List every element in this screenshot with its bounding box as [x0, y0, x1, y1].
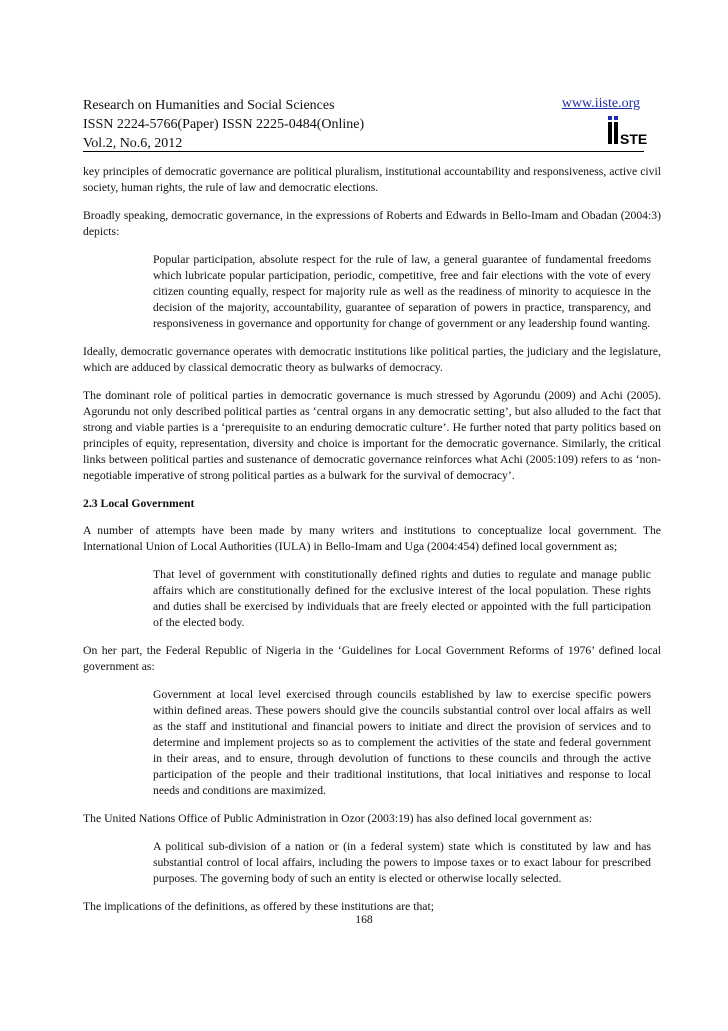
block-quote: Popular participation, absolute respect for the rule of law, a general guarantee of fundamental freedoms which lubricate popular participation, periodic, competitive, free and fair elections with the vote of every citizen counting equally, respect for majority rule as well as the readiness of minority to acquiesce in the decision of the majority, accountability, guarantee of separation of powers in practice, transparency, and responsiveness in governance and opportunity for change of government or any leadership found wanting.	[153, 253, 651, 330]
header-rule	[83, 151, 644, 152]
paragraph: The implications of the definitions, as offered by these institutions are that;	[83, 900, 434, 913]
block-quote: Government at local level exercised through councils established by law to exercise specific powers within defined areas. These powers should give the councils substantial control over local affairs as well as the staff and institutional and financial powers to initiate and direct the provision of services and to determine and implement projects so as to complement the activities of the state and federal government in their areas, and to ensure, through devolution of functions to these councils and through the active participation of the people and their traditional institutions, that local initiatives and response to local needs and conditions are maximized.	[153, 688, 651, 797]
paragraph: A number of attempts have been made by many writers and institutions to conceptualize local government. The International Union of Local Authorities (IULA) in Bello-Imam and Uga (2004:454) defined local government as;	[83, 524, 661, 553]
block-quote: A political sub-division of a nation or (in a federal system) state which is constituted by law and has substantial control of local affairs, including the powers to impose taxes or to exact labour for prescribed purposes. The governing body of such an entity is elected or otherwise locally selected.	[153, 840, 651, 885]
section-heading: 2.3 Local Government	[83, 497, 195, 510]
paragraph: The dominant role of political parties in democratic governance is much stressed by Agorundu (2009) and Achi (2005). Agorundu not only described political parties as ‘central organs in any democratic setting’, but also alluded to the fact that strong and viable parties is a ‘prerequisite to an enduring democratic culture’. He further noted that party politics based on principles of equity, representation, diversity and choice is important for the democratic governance. Similarly, the critical links between political parties and sustenance of democratic governance reinforces what Achi (2005:109) refers to as ‘non-negotiable imperative of strong political parties as a bulwark for the survival of democracy’.	[83, 389, 661, 482]
volume-line: Vol.2, No.6, 2012	[83, 136, 183, 151]
paragraph: key principles of democratic governance are political pluralism, institutional accountability and responsiveness, active civil society, human rights, the rule of law and democratic elections.	[83, 165, 661, 194]
paragraph: On her part, the Federal Republic of Nigeria in the ‘Guidelines for Local Government Reforms of 1976’ defined local government as:	[83, 644, 661, 673]
journal-url-link[interactable]: www.iiste.org	[561, 96, 640, 111]
svg-text:STE: STE	[620, 131, 648, 147]
block-quote: That level of government with constitutionally defined rights and duties to regulate and manage public affairs which are constitutionally defined for the exclusive interest of the local population. These rights and duties shall be exercised by individuals that are freely elected or appointed with the full participation of the elected body.	[153, 568, 651, 629]
paragraph: Ideally, democratic governance operates with democratic institutions like political parties, the judiciary and the legislature, which are adduced by classical democratic theory as bulwarks of democracy.	[83, 345, 661, 374]
paragraph: The United Nations Office of Public Administration in Ozor (2003:19) has also defined local government as:	[83, 812, 593, 825]
issn-line: ISSN 2224-5766(Paper) ISSN 2225-0484(Online)	[83, 117, 365, 132]
journal-title: Research on Humanities and Social Sciences	[83, 98, 335, 113]
iiste-logo	[606, 116, 648, 147]
article-body	[83, 164, 661, 927]
page-number: 168	[355, 913, 373, 926]
paragraph: Broadly speaking, democratic governance, in the expressions of Roberts and Edwards in Bello-Imam and Obadan (2004:3) depicts:	[83, 209, 661, 238]
